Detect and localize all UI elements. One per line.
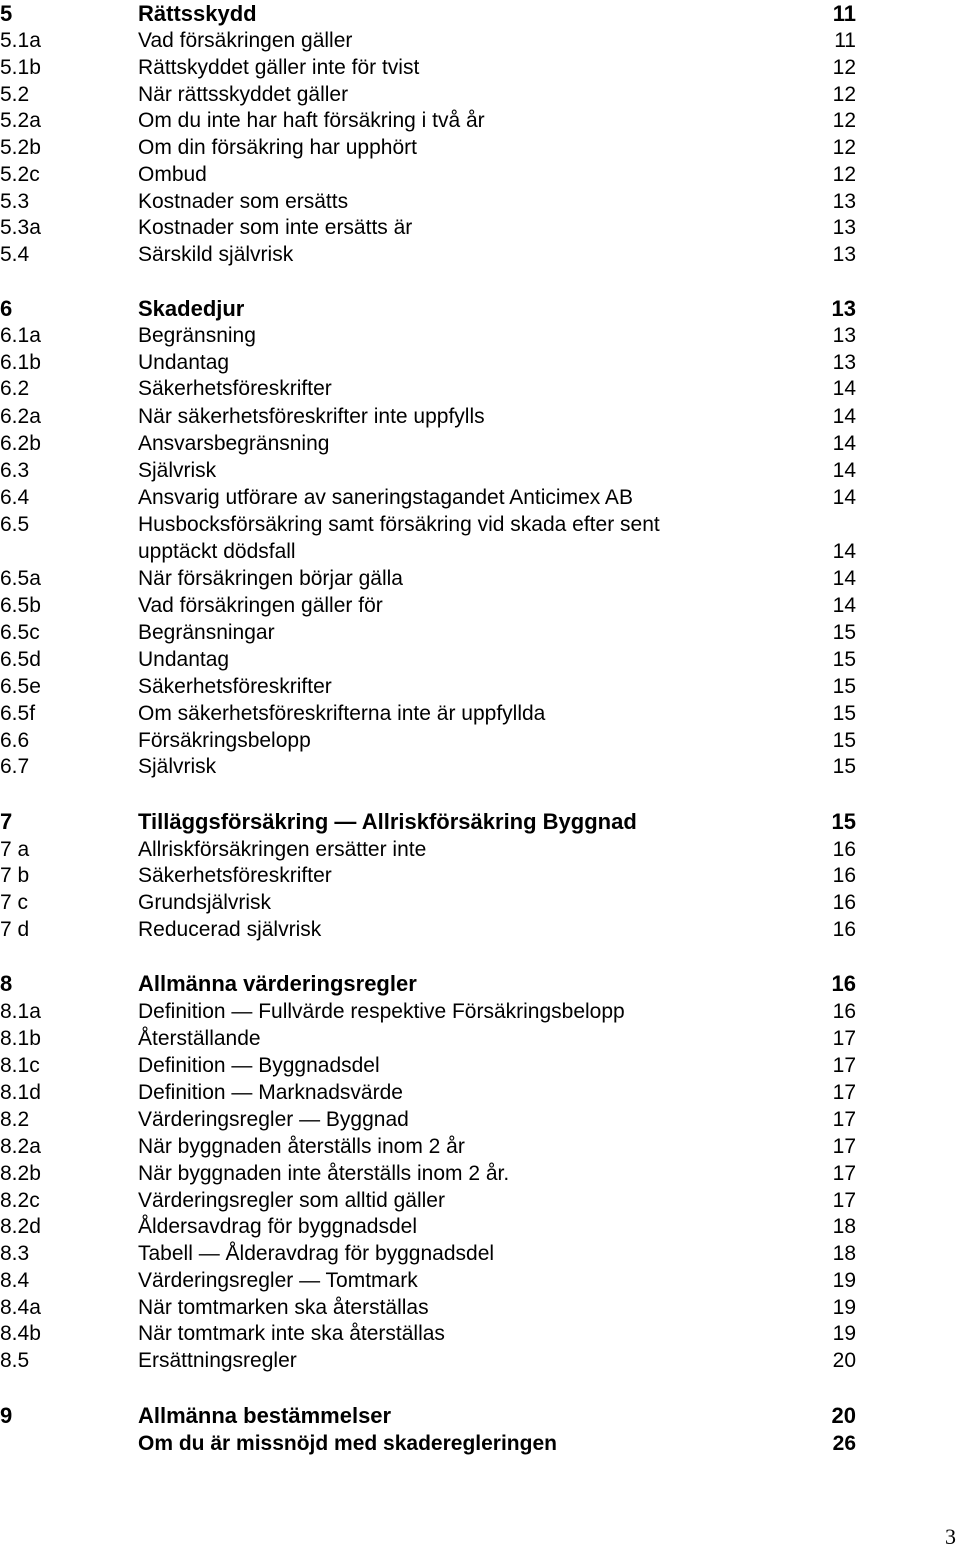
toc-entry-title: Självrisk xyxy=(138,755,217,778)
toc-entry-page: 14 xyxy=(832,377,856,400)
toc-entry-number: 5.2c xyxy=(0,163,40,186)
toc-entry[interactable] xyxy=(0,1079,960,1106)
toc-entry[interactable] xyxy=(0,188,960,215)
toc-entry-title: Självrisk xyxy=(138,459,217,482)
toc-entry-page: 12 xyxy=(832,56,856,79)
toc-entry-title: Definition — Fullvärde respektive Försäkringsbelopp xyxy=(138,1000,625,1023)
toc-entry-number: 5.2a xyxy=(0,109,41,132)
toc-entry[interactable] xyxy=(0,916,960,943)
toc-entry-page: 15 xyxy=(832,621,856,644)
toc-entry[interactable] xyxy=(0,134,960,161)
toc-entry-page: 16 xyxy=(832,918,856,941)
toc-entry[interactable] xyxy=(0,1294,960,1321)
toc-entry-title: Allmänna bestämmelser xyxy=(138,1403,392,1428)
toc-entry-title: Husbocksförsäkring samt försäkring vid skada efter sent xyxy=(138,513,660,536)
toc-entry-page: 17 xyxy=(832,1027,856,1050)
toc-entry-title: Rättsskydd xyxy=(138,1,257,26)
toc-entry-page: 12 xyxy=(832,83,856,106)
toc-entry-title: Definition — Byggnadsdel xyxy=(138,1054,380,1077)
toc-entry[interactable] xyxy=(0,1430,960,1457)
toc-entry-page: 13 xyxy=(832,351,856,374)
toc-entry-page: 13 xyxy=(832,324,856,347)
toc-entry-page: 15 xyxy=(832,648,856,671)
toc-entry-title: Värderingsregler — Byggnad xyxy=(138,1108,409,1131)
toc-entry-number: 8.1d xyxy=(0,1081,41,1104)
toc-entry-number: 6 xyxy=(0,296,13,321)
toc-entry-page: 17 xyxy=(832,1081,856,1104)
toc-entry-number: 8.2b xyxy=(0,1162,41,1185)
toc-entry-title: Begränsningar xyxy=(138,621,275,644)
toc-entry-number: 6.7 xyxy=(0,755,30,778)
toc-entry-page: 15 xyxy=(831,809,856,834)
toc-entry[interactable] xyxy=(0,375,960,402)
toc-entry-page: 17 xyxy=(832,1162,856,1185)
toc-entry[interactable] xyxy=(0,511,960,563)
toc-entry-number: 7 xyxy=(0,809,13,834)
toc-entry-page: 12 xyxy=(832,136,856,159)
toc-entry[interactable] xyxy=(0,727,960,754)
toc-entry-page: 14 xyxy=(832,567,856,590)
toc-entry[interactable] xyxy=(0,1213,960,1240)
toc-entry-title: Åldersavdrag för byggnadsdel xyxy=(138,1215,418,1238)
toc-entry-page: 15 xyxy=(832,702,856,725)
toc-entry-number: 7 b xyxy=(0,864,30,887)
toc-entry[interactable] xyxy=(0,753,960,780)
toc-entry-number: 8.4 xyxy=(0,1269,30,1292)
toc-entry-title: När rättsskyddet gäller xyxy=(138,83,349,106)
toc-entry[interactable] xyxy=(0,592,960,619)
toc-entry-number: 6.1b xyxy=(0,351,41,374)
toc-entry[interactable] xyxy=(0,430,960,457)
toc-entry-number: 5.1b xyxy=(0,56,41,79)
toc-entry[interactable] xyxy=(0,889,960,916)
toc-entry-title: Tabell — Ålderavdrag för byggnadsdel xyxy=(138,1242,495,1265)
toc-entry-page: 17 xyxy=(832,1135,856,1158)
toc-entry-title: Vad försäkringen gäller xyxy=(138,29,353,52)
toc-entry-page: 17 xyxy=(832,1054,856,1077)
toc-entry[interactable] xyxy=(0,836,960,863)
toc-entry-number: 6.5a xyxy=(0,567,41,590)
toc-entry[interactable] xyxy=(0,161,960,188)
toc-entry-page: 20 xyxy=(832,1349,856,1372)
toc-entry-title: Kostnader som ersätts xyxy=(138,190,349,213)
toc-entry[interactable] xyxy=(0,241,960,268)
toc-entry-page: 16 xyxy=(832,891,856,914)
toc-entry-page: 18 xyxy=(832,1215,856,1238)
toc-entry-page: 17 xyxy=(832,1108,856,1131)
toc-entry-title: Försäkringsbelopp xyxy=(138,729,311,752)
toc-entry[interactable] xyxy=(0,457,960,484)
toc-entry-number: 8.2a xyxy=(0,1135,41,1158)
toc-entry[interactable] xyxy=(0,1240,960,1267)
toc-entry-number: 5.2 xyxy=(0,83,30,106)
toc-entry-title: Ersättningsregler xyxy=(138,1349,297,1372)
toc-entry-title: Definition — Marknadsvärde xyxy=(138,1081,403,1104)
toc-entry-title: Säkerhetsföreskrifter xyxy=(138,864,332,887)
toc-entry-title: Undantag xyxy=(138,351,230,374)
toc-entry-title: Om säkerhetsföreskrifterna inte är uppfyllda xyxy=(138,702,546,725)
toc-entry-title: Vad försäkringen gäller för xyxy=(138,594,383,617)
page-number: 3 xyxy=(945,1524,956,1549)
toc-entry-page: 19 xyxy=(832,1322,856,1345)
toc-entry-page: 15 xyxy=(832,729,856,752)
toc-entry-number: 8.4b xyxy=(0,1322,41,1345)
toc-entry-title: Reducerad självrisk xyxy=(138,918,322,941)
toc-entry[interactable] xyxy=(0,214,960,241)
toc-entry-number: 6.1a xyxy=(0,324,41,347)
toc-entry[interactable] xyxy=(0,1025,960,1052)
toc-entry-title: Skadedjur xyxy=(138,296,245,321)
toc-entry-page: 12 xyxy=(832,163,856,186)
toc-entry[interactable] xyxy=(0,1133,960,1160)
toc-entry[interactable] xyxy=(0,1320,960,1347)
toc-entry-title: Värderingsregler — Tomtmark xyxy=(138,1269,418,1292)
toc-entry[interactable] xyxy=(0,1347,960,1374)
toc-entry-title: När säkerhetsföreskrifter inte uppfylls xyxy=(138,405,485,428)
toc-entry[interactable] xyxy=(0,619,960,646)
toc-entry-page: 17 xyxy=(832,1189,856,1212)
toc-entry-number: 6.5c xyxy=(0,621,40,644)
toc-entry-page: 16 xyxy=(832,838,856,861)
toc-entry[interactable] xyxy=(0,1052,960,1079)
toc-entry-number: 6.5b xyxy=(0,594,41,617)
toc-entry-page: 14 xyxy=(832,459,856,482)
toc-entry[interactable] xyxy=(0,1160,960,1187)
toc-entry[interactable] xyxy=(0,673,960,700)
toc-entry-page: 11 xyxy=(834,29,856,52)
toc-entry-title: Ansvarig utförare av saneringstagandet Anticimex AB xyxy=(138,486,633,509)
toc-entry-number: 6.5f xyxy=(0,702,36,725)
toc-entry-number: 7 d xyxy=(0,918,30,941)
toc-section-heading[interactable] xyxy=(0,808,960,835)
toc-entry-title: När byggnaden återställs inom 2 år xyxy=(138,1135,465,1158)
toc-entry-page: 16 xyxy=(831,971,856,996)
toc-entry-number: 7 c xyxy=(0,891,29,914)
toc-entry-number: 5 xyxy=(0,1,13,26)
toc-section-heading[interactable] xyxy=(0,970,960,997)
toc-entry-title: Undantag xyxy=(138,648,230,671)
toc-entry-number: 6.5e xyxy=(0,675,41,698)
toc-entry-title: Särskild självrisk xyxy=(138,243,294,266)
toc-entry-page: 11 xyxy=(832,1,856,26)
toc-entry-number: 8.3 xyxy=(0,1242,30,1265)
toc-entry-number: 6.5d xyxy=(0,648,41,671)
toc-entry-number: 8.2 xyxy=(0,1108,30,1131)
toc-entry-title: Om din försäkring har upphört xyxy=(138,136,417,159)
toc-entry-number: 6.2a xyxy=(0,405,41,428)
toc-entry-number: 8.1b xyxy=(0,1027,41,1050)
toc-entry-title: Begränsning xyxy=(138,324,256,347)
toc-entry-page: 15 xyxy=(832,755,856,778)
toc-entry-number: 6.6 xyxy=(0,729,30,752)
toc-entry-title: När byggnaden inte återställs inom 2 år. xyxy=(138,1162,510,1185)
toc-entry-number: 5.4 xyxy=(0,243,30,266)
toc-entry[interactable] xyxy=(0,81,960,108)
toc-section-heading[interactable] xyxy=(0,0,960,27)
toc-entry[interactable] xyxy=(0,1106,960,1133)
toc-entry-title-continued: upptäckt dödsfall xyxy=(138,540,296,563)
toc-entry-title: Säkerhetsföreskrifter xyxy=(138,675,332,698)
toc-entry-page: 14 xyxy=(832,432,856,455)
toc-entry-number: 8.1a xyxy=(0,1000,41,1023)
toc-entry-page: 14 xyxy=(832,405,856,428)
toc-entry-title: Rättskyddet gäller inte för tvist xyxy=(138,56,420,79)
toc-entry[interactable] xyxy=(0,322,960,349)
toc-entry[interactable] xyxy=(0,349,960,376)
toc-entry[interactable] xyxy=(0,27,960,54)
toc-entry-number: 7 a xyxy=(0,838,30,861)
toc-entry-page: 18 xyxy=(832,1242,856,1265)
toc-entry[interactable] xyxy=(0,1267,960,1294)
toc-entry-number: 6.2b xyxy=(0,432,41,455)
toc-entry-title: När försäkringen börjar gälla xyxy=(138,567,403,590)
toc-section-heading[interactable] xyxy=(0,295,960,322)
toc-entry-page: 12 xyxy=(832,109,856,132)
toc-entry-title: När tomtmark inte ska återställas xyxy=(138,1322,445,1345)
toc-entry-title: Om du inte har haft försäkring i två år xyxy=(138,109,485,132)
toc-entry-number: 6.4 xyxy=(0,486,30,509)
toc-entry-page: 16 xyxy=(832,864,856,887)
toc-entry-title: Allmänna värderingsregler xyxy=(138,971,417,996)
toc-entry-number: 5.1a xyxy=(0,29,41,52)
toc-entry[interactable] xyxy=(0,1187,960,1214)
toc-entry-page: 13 xyxy=(832,216,856,239)
toc-entry[interactable] xyxy=(0,700,960,727)
toc-entry[interactable] xyxy=(0,646,960,673)
toc-entry[interactable] xyxy=(0,998,960,1025)
toc-entry-title: Värderingsregler som alltid gäller xyxy=(138,1189,445,1212)
toc-entry-title: Kostnader som inte ersätts är xyxy=(138,216,413,239)
toc-entry-page: 14 xyxy=(832,594,856,617)
toc-section-heading[interactable] xyxy=(0,1402,960,1429)
toc-entry[interactable] xyxy=(0,54,960,81)
toc-entry-number: 8 xyxy=(0,971,13,996)
toc-entry-number: 6.3 xyxy=(0,459,30,482)
toc-entry-page: 14 xyxy=(832,540,856,563)
toc-entry-page: 14 xyxy=(832,486,856,509)
toc-entry-title: Grundsjälvrisk xyxy=(138,891,272,914)
toc-entry-number: 6.5 xyxy=(0,513,30,536)
toc-entry-page: 13 xyxy=(832,190,856,213)
toc-entry-title: Ansvarsbegränsning xyxy=(138,432,330,455)
toc-entry-title: Om du är missnöjd med skaderegleringen xyxy=(138,1432,557,1455)
toc-entry-title: Återställande xyxy=(138,1027,261,1050)
toc-entry-number: 8.5 xyxy=(0,1349,30,1372)
toc-entry-page: 13 xyxy=(832,243,856,266)
toc-entry-number: 9 xyxy=(0,1403,13,1428)
toc-entry-title: Säkerhetsföreskrifter xyxy=(138,377,332,400)
toc-entry[interactable] xyxy=(0,403,960,430)
toc-entry-page: 15 xyxy=(832,675,856,698)
toc-entry[interactable] xyxy=(0,484,960,511)
toc-entry[interactable] xyxy=(0,107,960,134)
toc-entry-number: 8.4a xyxy=(0,1296,41,1319)
toc-entry-title: Allriskförsäkringen ersätter inte xyxy=(138,838,427,861)
toc-entry-page: 26 xyxy=(832,1432,856,1455)
toc-entry-title: Ombud xyxy=(138,163,207,186)
toc-entry-number: 8.2c xyxy=(0,1189,40,1212)
toc-entry-page: 13 xyxy=(831,296,856,321)
toc-entry-number: 5.3a xyxy=(0,216,41,239)
toc-entry-title: När tomtmarken ska återställas xyxy=(138,1296,429,1319)
toc-entry-number: 5.2b xyxy=(0,136,41,159)
toc-entry[interactable] xyxy=(0,862,960,889)
toc-entry-page: 16 xyxy=(832,1000,856,1023)
toc-entry-number: 6.2 xyxy=(0,377,30,400)
toc-entry-title: Tilläggsförsäkring — Allriskförsäkring Byggnad xyxy=(138,809,637,834)
toc-entry-number: 8.2d xyxy=(0,1215,41,1238)
toc-entry-page: 19 xyxy=(832,1269,856,1292)
toc-entry-number: 8.1c xyxy=(0,1054,40,1077)
toc-entry-number: 5.3 xyxy=(0,190,30,213)
toc-entry[interactable] xyxy=(0,565,960,592)
toc-entry-page: 19 xyxy=(832,1296,856,1319)
toc-entry-page: 20 xyxy=(831,1403,856,1428)
